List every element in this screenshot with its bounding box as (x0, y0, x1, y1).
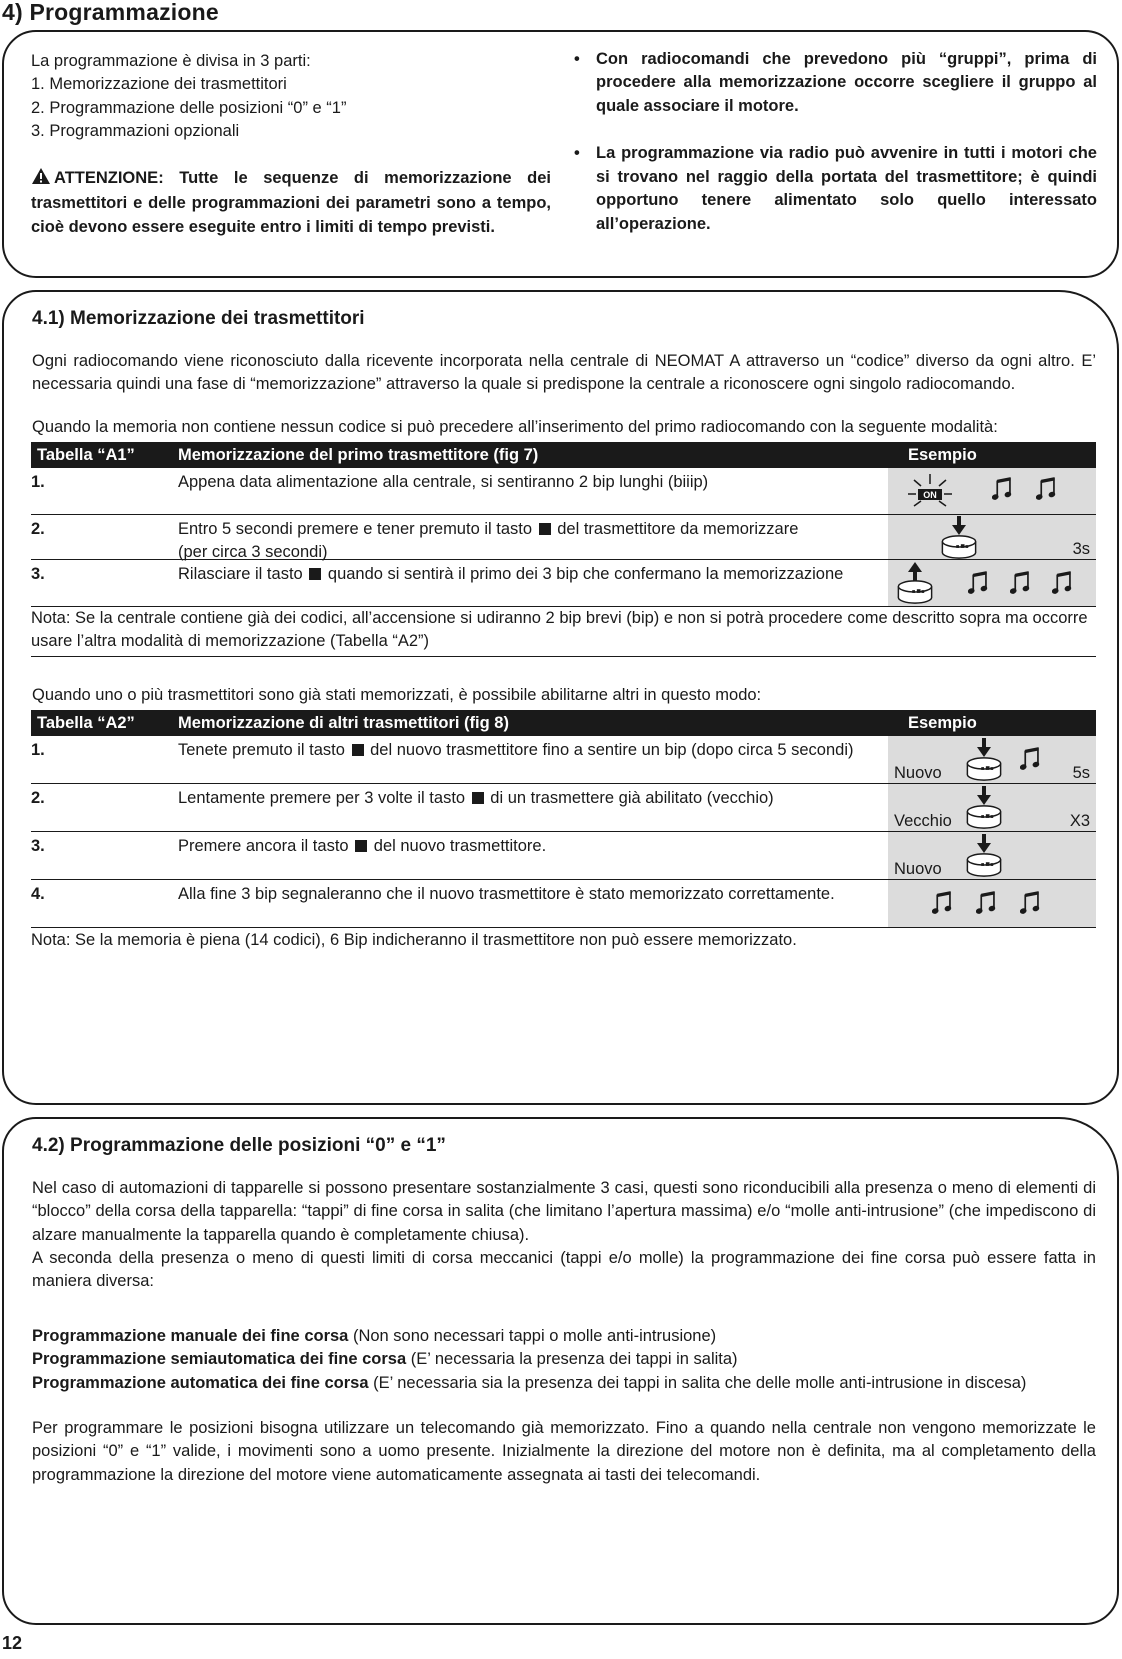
duration-label: 3s (1072, 540, 1090, 558)
mode-name: Programmazione automatica dei fine corsa (32, 1373, 369, 1392)
warning-text: ATTENZIONE: Tutte le sequenze di memorizzazione dei trasmettitori e delle programmazioni dei parametri sono a tempo, cioè devono essere eseguite entro i limiti di tempo previsti. (31, 168, 551, 236)
row-example (888, 468, 1096, 514)
table-a2-row-1 (31, 736, 1096, 784)
repeat-count-label: X3 (1069, 812, 1090, 830)
transmitter-role-label: Nuovo (894, 764, 942, 782)
table-a1-row-3 (31, 560, 1096, 607)
arrow-down-icon (976, 738, 992, 758)
table-a2 (31, 710, 1096, 952)
beep-note-icon (1020, 746, 1042, 772)
bullet-groups (574, 48, 1097, 118)
desc-part: Lentamente premere per 3 volte il tasto (178, 789, 466, 807)
section-4-2-para-2: A seconda della presenza o meno di questi limiti di corsa meccanici (tappi e/o molle) la programmazione dei fine corsa può essere fatta in maniera diversa: (32, 1249, 1096, 1291)
bullet-dot-icon: • (574, 50, 580, 68)
row-example (888, 736, 1096, 783)
desc-part: del trasmettitore da memorizzare (557, 520, 799, 538)
stop-key-icon (472, 792, 484, 804)
arrow-down-icon (976, 786, 992, 806)
table-a1-col-label: Tabella “A1” (37, 446, 135, 464)
row-number: 4. (31, 885, 45, 903)
section-4-1-para-1: Ogni radiocomando viene riconosciuto dalla ricevente incorporata nella centrale di NEOMAT A attraverso un “codice” diverso da ogni altro. E’ necessaria quindi una fase di “memorizzazione” attraverso la quale si predispone la centrale a riconoscere ogni singolo radiocomando. (32, 352, 1096, 394)
table-a2-row-3 (31, 832, 1096, 880)
beep-note-icon (992, 476, 1014, 502)
remote-control-icon (896, 580, 934, 604)
section-4-2-para-1: Nel caso di automazioni di tapparelle si possono presentare sostanzialmente 3 casi, questi sono riconducibili alla presenza o meno di elementi di “blocco” della corsa della tapparella: “tappi” di fine corsa in salita (che limitano l’apertura massima) e/o “molle anti-intrusione” (che impediscono di alzare manualmente la tapparella quando è completamente chiusa). (32, 1179, 1096, 1244)
bullet-text: Con radiocomandi che prevedono più “gruppi”, prima di procedere alla memorizzazione occorre scegliere il gruppo al quale associare il motore. (596, 50, 1097, 115)
section-4-2-para-3: Per programmare le posizioni bisogna utilizzare un telecomando già memorizzato. Fino a quando nella centrale non vengono memorizzate le posizioni “0” e “1” valide, i movimenti sono a uomo presente. Inizialmente la direzione del motore non è definita, ma al completamento della programmazione la direzione del motore viene automaticamente assegnata ai tasti dei telecomandi. (32, 1419, 1096, 1484)
bullet-radio-range (574, 142, 1097, 236)
table-a2-header (31, 710, 1096, 736)
table-a1-col-example: Esempio (908, 446, 977, 464)
row-number: 1. (31, 473, 45, 491)
desc-part: del nuovo trasmettitore fino a sentire un bip (dopo circa 5 secondi) (370, 741, 854, 759)
power-on-icon (900, 472, 960, 508)
intro-parts-list (31, 73, 551, 143)
table-a1-row-1 (31, 468, 1096, 515)
table-a1-col-title: Memorizzazione del primo trasmettitore (fig 7) (178, 446, 539, 464)
beep-note-icon (1020, 890, 1042, 916)
row-number: 3. (31, 837, 45, 855)
programming-mode-item (32, 1348, 1096, 1371)
programming-mode-item (32, 1372, 1096, 1395)
row-example (888, 560, 1096, 606)
transmitter-role-label: Vecchio (894, 812, 952, 830)
table-a2-col-example: Esempio (908, 714, 977, 732)
row-number: 2. (31, 789, 45, 807)
row-description: Appena data alimentazione alla centrale, si sentiranno 2 bip lunghi (biiip) (178, 473, 709, 491)
row-description (178, 563, 898, 586)
stop-key-icon (355, 840, 367, 852)
intro-left-column (31, 50, 551, 239)
arrow-up-icon (907, 561, 923, 581)
stop-key-icon (539, 523, 551, 535)
table-a2-row-2 (31, 784, 1096, 832)
row-example (888, 515, 1096, 559)
row-description: Alla fine 3 bip segnaleranno che il nuovo trasmettitore è stato memorizzato correttamente. (178, 885, 835, 903)
beep-note-icon (1052, 570, 1074, 596)
table-a2-col-label: Tabella “A2” (37, 714, 135, 732)
row-example (888, 880, 1096, 927)
table-a1-row-2 (31, 515, 1096, 560)
section-4-1-title: 4.1) Memorizzazione dei trasmettitori (32, 308, 365, 329)
beep-note-icon (976, 890, 998, 916)
section-4-1-para-2: Quando la memoria non contiene nessun codice si può precedere all’inserimento del primo radiocomando con la seguente modalità: (32, 418, 998, 436)
section-4-1-box (2, 290, 1119, 1105)
table-a1-note: Nota: Se la centrale contiene già dei codici, all’accensione si udiranno 2 bip brevi (bip) e non si potrà procedere come descritto sopra ma occorre usare l’altra modalità di memorizzazione (Tabella “A2”) (31, 607, 1096, 657)
page-title: 4) Programmazione (2, 0, 219, 25)
bullet-dot-icon: • (574, 144, 580, 163)
section-4-2-title: 4.2) Programmazione delle posizioni “0” e “1” (32, 1135, 446, 1156)
mode-name: Programmazione manuale dei fine corsa (32, 1327, 349, 1345)
section-4-1-para-3: Quando uno o più trasmettitori sono già stati memorizzati, è possibile abilitarne altri in questo modo: (32, 686, 762, 704)
desc-part: del nuovo trasmettitore. (373, 837, 547, 855)
row-number: 1. (31, 741, 45, 759)
beep-note-icon (1036, 476, 1058, 502)
desc-part: di un trasmettere già abilitato (vecchio) (490, 789, 774, 807)
table-a2-col-title: Memorizzazione di altri trasmettitori (fig 8) (178, 714, 509, 732)
warning-triangle-icon (31, 167, 51, 192)
beep-note-icon (932, 890, 954, 916)
beep-note-icon (1010, 570, 1032, 596)
intro-lead: La programmazione è divisa in 3 parti: (31, 52, 311, 70)
remote-control-icon (965, 757, 1003, 781)
mode-description: (E’ necessaria la presenza dei tappi in salita) (406, 1350, 738, 1369)
row-description (178, 835, 898, 858)
row-example (888, 832, 1096, 879)
desc-part: Tenete premuto il tasto (178, 741, 345, 759)
beep-note-icon (968, 570, 990, 596)
intro-box (2, 30, 1119, 278)
mode-name: Programmazione semiautomatica dei fine corsa (32, 1350, 407, 1369)
bullet-text: La programmazione via radio può avvenire in tutti i motori che si trovano nel raggio della portata del trasmettitore; è quindi opportuno tenere alimentato solo quello interessato all’operazione. (596, 144, 1097, 233)
arrow-down-icon (976, 834, 992, 854)
warning-paragraph (31, 167, 551, 239)
intro-right-column (574, 48, 1097, 260)
stop-key-icon (352, 744, 364, 756)
remote-control-icon (965, 805, 1003, 829)
desc-part: quando si sentirà il primo dei 3 bip che confermano la memorizzazione (327, 565, 844, 583)
row-number: 2. (31, 520, 45, 538)
desc-part: Entro 5 secondi premere e tener premuto il tasto (178, 520, 533, 538)
desc-part: (per circa 3 secondi) (178, 543, 328, 562)
intro-list-item: 3. Programmazioni opzionali (31, 122, 240, 141)
on-label: ON (923, 490, 937, 500)
page-number: 12 (2, 1633, 23, 1653)
remote-control-icon (940, 535, 978, 559)
table-a2-row-4 (31, 880, 1096, 928)
row-example (888, 784, 1096, 831)
section-4-2-box (2, 1117, 1119, 1625)
mode-description: (Non sono necessari tappi o molle anti-intrusione) (348, 1327, 717, 1345)
remote-control-icon (965, 853, 1003, 877)
intro-list-item: 1. Memorizzazione dei trasmettitori (31, 75, 287, 94)
arrow-down-icon (951, 516, 967, 536)
programming-modes-list (32, 1325, 1096, 1395)
table-a1-header (31, 442, 1096, 468)
row-description (178, 787, 898, 810)
desc-part: Rilasciare il tasto (178, 565, 303, 583)
stop-key-icon (309, 568, 321, 580)
intro-list-item: 2. Programmazione delle posizioni “0” e “1” (31, 98, 347, 117)
table-a2-note: Nota: Se la memoria è piena (14 codici), 6 Bip indicheranno il trasmettitore non può essere memorizzato. (31, 931, 797, 949)
row-description (178, 739, 898, 762)
table-a1 (31, 442, 1096, 657)
mode-description: (E’ necessaria sia la presenza dei tappi in salita che delle molle anti-intrusione in discesa) (368, 1373, 1027, 1392)
duration-label: 5s (1072, 764, 1090, 782)
transmitter-role-label: Nuovo (894, 860, 942, 878)
desc-part: Premere ancora il tasto (178, 837, 349, 855)
row-number: 3. (31, 565, 45, 583)
programming-mode-item (32, 1325, 1096, 1348)
row-description (178, 518, 898, 565)
